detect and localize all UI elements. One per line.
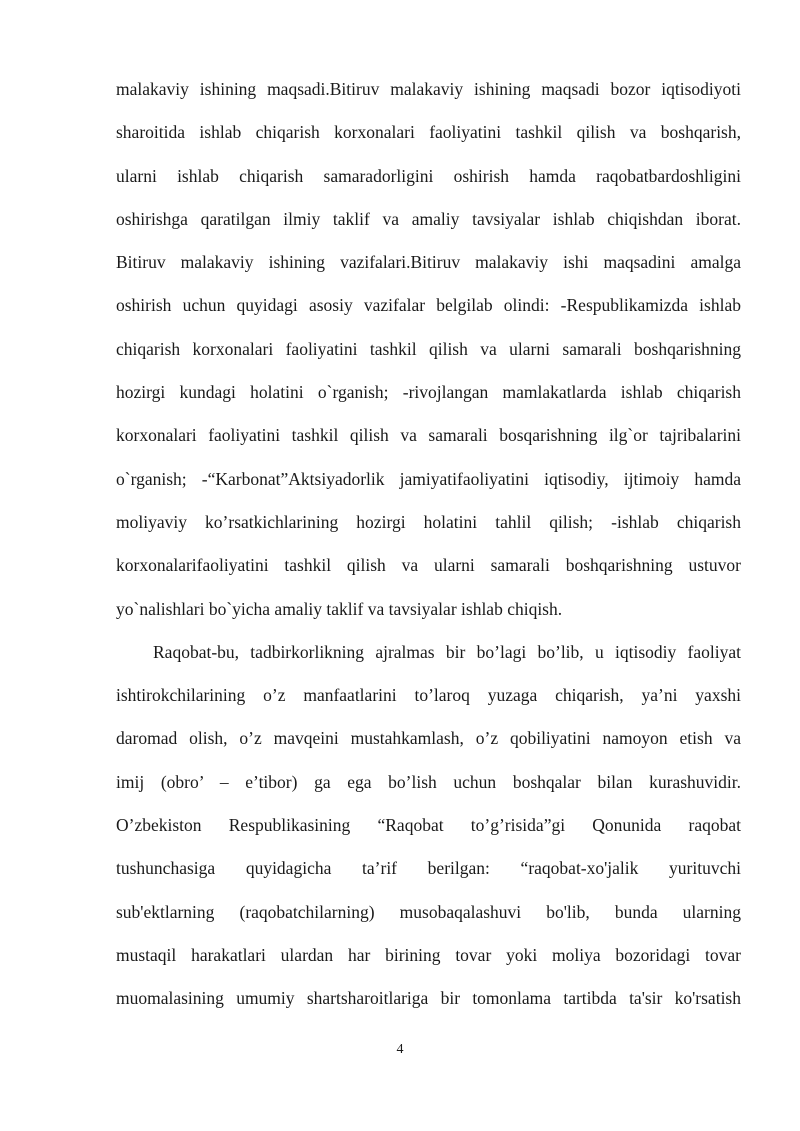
text-line: ishtirokchilarining o’z manfaatlarini to’laroq yuzaga chiqarish, ya’ni yaxshi — [116, 685, 741, 706]
page-number: 4 — [396, 1042, 404, 1057]
text-line: mustaqil harakatlari ulardan har birining tovar yoki moliya bozoridagi tovar — [116, 944, 741, 965]
text-line: Bitiruv malakaviy ishining vazifalari.Bitiruv malakaviy ishi maqsadini amalga — [116, 252, 741, 273]
text-line: O’zbekiston Respublikasining “Raqobat to’g’risida”gi Qonunida raqobat — [116, 815, 741, 836]
text-line: oshirish uchun quyidagi asosiy vazifalar belgilab olindi: -Respublikamizda ishlab — [116, 295, 741, 316]
text-line: korxonalarifaoliyatini tashkil qilish va ularni samarali boshqarishning ustuvor — [116, 555, 741, 576]
paragraph-2 — [116, 631, 741, 1021]
text-line: Raqobat-bu, tadbirkorlikning ajralmas bir bo’lagi bo’lib, u iqtisodiy faoliyat — [153, 641, 741, 662]
text-line: moliyaviy ko’rsatkichlarining hozirgi holatini tahlil qilish; -ishlab chiqarish — [116, 511, 741, 532]
text-line: o`rganish; -“Karbonat”Aktsiyadorlik jamiyatifaoliyatini iqtisodiy, ijtimoiy hamda — [116, 468, 741, 489]
text-line: korxonalari faoliyatini tashkil qilish va samarali bosqarishning ilg`or tajribalarini — [116, 425, 741, 446]
text-line: tushunchasiga quyidagicha ta’rif berilgan: “raqobat-xo'jalik yurituvchi — [116, 858, 741, 879]
body-text — [116, 68, 741, 1021]
text-line: yo`nalishlari bo`yicha amaliy taklif va tavsiyalar ishlab chiqish. — [116, 598, 563, 619]
text-line: oshirishga qaratilgan ilmiy taklif va amaliy tavsiyalar ishlab chiqishdan iborat. — [116, 208, 741, 229]
paragraph-1 — [116, 68, 741, 631]
text-line: sharoitida ishlab chiqarish korxonalari faoliyatini tashkil qilish va boshqarish, — [116, 122, 741, 143]
text-line: malakaviy ishining maqsadi.Bitiruv malakaviy ishining maqsadi bozor iqtisodiyoti — [116, 79, 741, 99]
text-line: sub'ektlarning (raqobatchilarning) musobaqalashuvi bo'lib, bunda ularning — [116, 901, 741, 922]
text-line: ularni ishlab chiqarish samaradorligini oshirish hamda raqobatbardoshligini — [116, 165, 741, 186]
text-line: daromad olish, o’z mavqeini mustahkamlash, o’z qobiliyatini namoyon etish va — [116, 728, 741, 749]
text-line: chiqarish korxonalari faoliyatini tashkil qilish va ularni samarali boshqarishning — [116, 338, 741, 359]
text-line: hozirgi kundagi holatini o`rganish; -rivojlangan mamlakatlarda ishlab chiqarish — [116, 382, 741, 403]
text-line: imij (obro’ – e’tibor) ga ega bo’lish uchun boshqalar bilan kurashuvidir. — [116, 771, 741, 792]
text-line: muomalasining umumiy shartsharoitlariga bir tomonlama tartibda ta'sir ko'rsatish — [116, 988, 741, 1009]
